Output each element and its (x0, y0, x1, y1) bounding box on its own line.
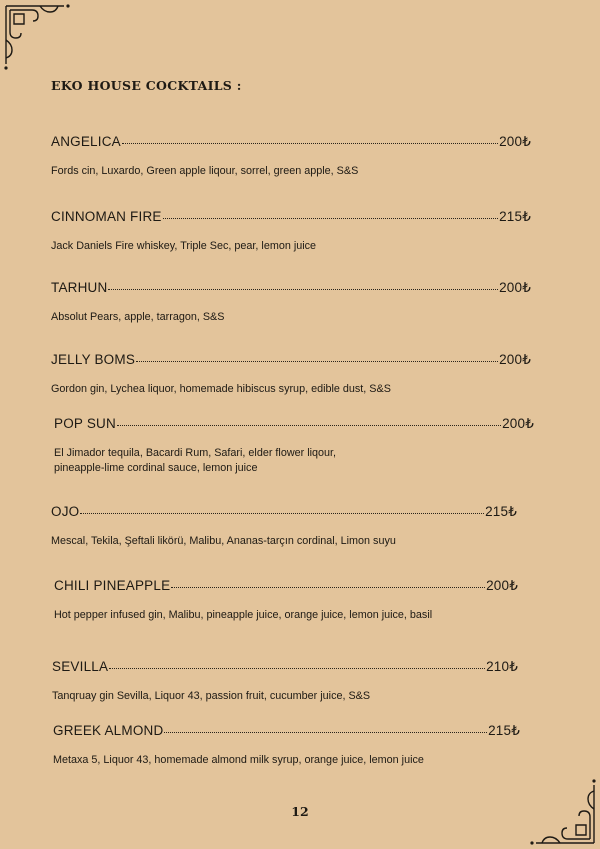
item-name: ANGELICA (51, 133, 121, 149)
menu-item (51, 132, 531, 179)
item-description: Hot pepper infused gin, Malibu, pineapple juice, orange juice, lemon juice, basil (54, 608, 433, 621)
item-name: GREEK ALMOND (53, 722, 164, 738)
menu-item (51, 350, 531, 397)
menu-item (51, 207, 531, 254)
dot-leader (80, 502, 484, 516)
dot-leader (117, 414, 501, 428)
page-number: 12 (291, 804, 309, 819)
item-name: TARHUN (51, 279, 108, 295)
item-name: OJO (51, 503, 80, 519)
item-description: Gordon gin, Lychea liquor, homemade hibiscus syrup, edible dust, S&S (51, 382, 391, 395)
menu-item (54, 414, 534, 476)
dot-leader (122, 132, 498, 146)
menu-item (53, 721, 520, 768)
corner-ornament-icon (2, 2, 72, 72)
item-description: Jack Daniels Fire whiskey, Triple Sec, pear, lemon juice (51, 239, 317, 252)
item-price: 200₺ (486, 577, 518, 593)
item-name: POP SUN (54, 415, 116, 431)
menu-heading: EKO HOUSE COCKTAILS : (51, 78, 242, 93)
menu-item (52, 657, 518, 704)
item-name: JELLY BOMS (51, 351, 136, 367)
dot-leader (163, 207, 498, 221)
menu-item (54, 576, 518, 623)
item-price: 200₺ (502, 415, 534, 431)
item-description: Tanqruay gin Sevilla, Liquor 43, passion fruit, cucumber juice, S&S (52, 689, 371, 702)
item-description: Fords cin, Luxardo, Green apple liqour, sorrel, green apple, S&S (51, 164, 359, 177)
item-description: El Jimador tequila, Bacardi Rum, Safari, elder flower liqour, pineapple-lime cordinal sauce, lemon juice (54, 446, 337, 474)
item-price: 215₺ (485, 503, 517, 519)
item-name: CINNOMAN FIRE (51, 208, 162, 224)
dot-leader (108, 278, 498, 292)
item-price: 215₺ (488, 722, 520, 738)
menu-item (51, 502, 517, 549)
item-name: SEVILLA (52, 658, 109, 674)
dot-leader (164, 721, 487, 735)
item-price: 200₺ (499, 133, 531, 149)
item-description: Absolut Pears, apple, tarragon, S&S (51, 310, 225, 323)
dot-leader (171, 576, 485, 590)
item-description: Metaxa 5, Liquor 43, homemade almond milk syrup, orange juice, lemon juice (53, 753, 424, 766)
menu-item (51, 278, 531, 325)
item-price: 210₺ (486, 658, 518, 674)
item-description: Mescal, Tekila, Şeftali likörü, Malibu, Ananas-tarçın cordinal, Limon suyu (51, 534, 396, 547)
item-price: 200₺ (499, 351, 531, 367)
item-price: 200₺ (499, 279, 531, 295)
dot-leader (109, 657, 485, 671)
dot-leader (136, 350, 498, 364)
item-price: 215₺ (499, 208, 531, 224)
item-name: CHILI PINEAPPLE (54, 577, 171, 593)
